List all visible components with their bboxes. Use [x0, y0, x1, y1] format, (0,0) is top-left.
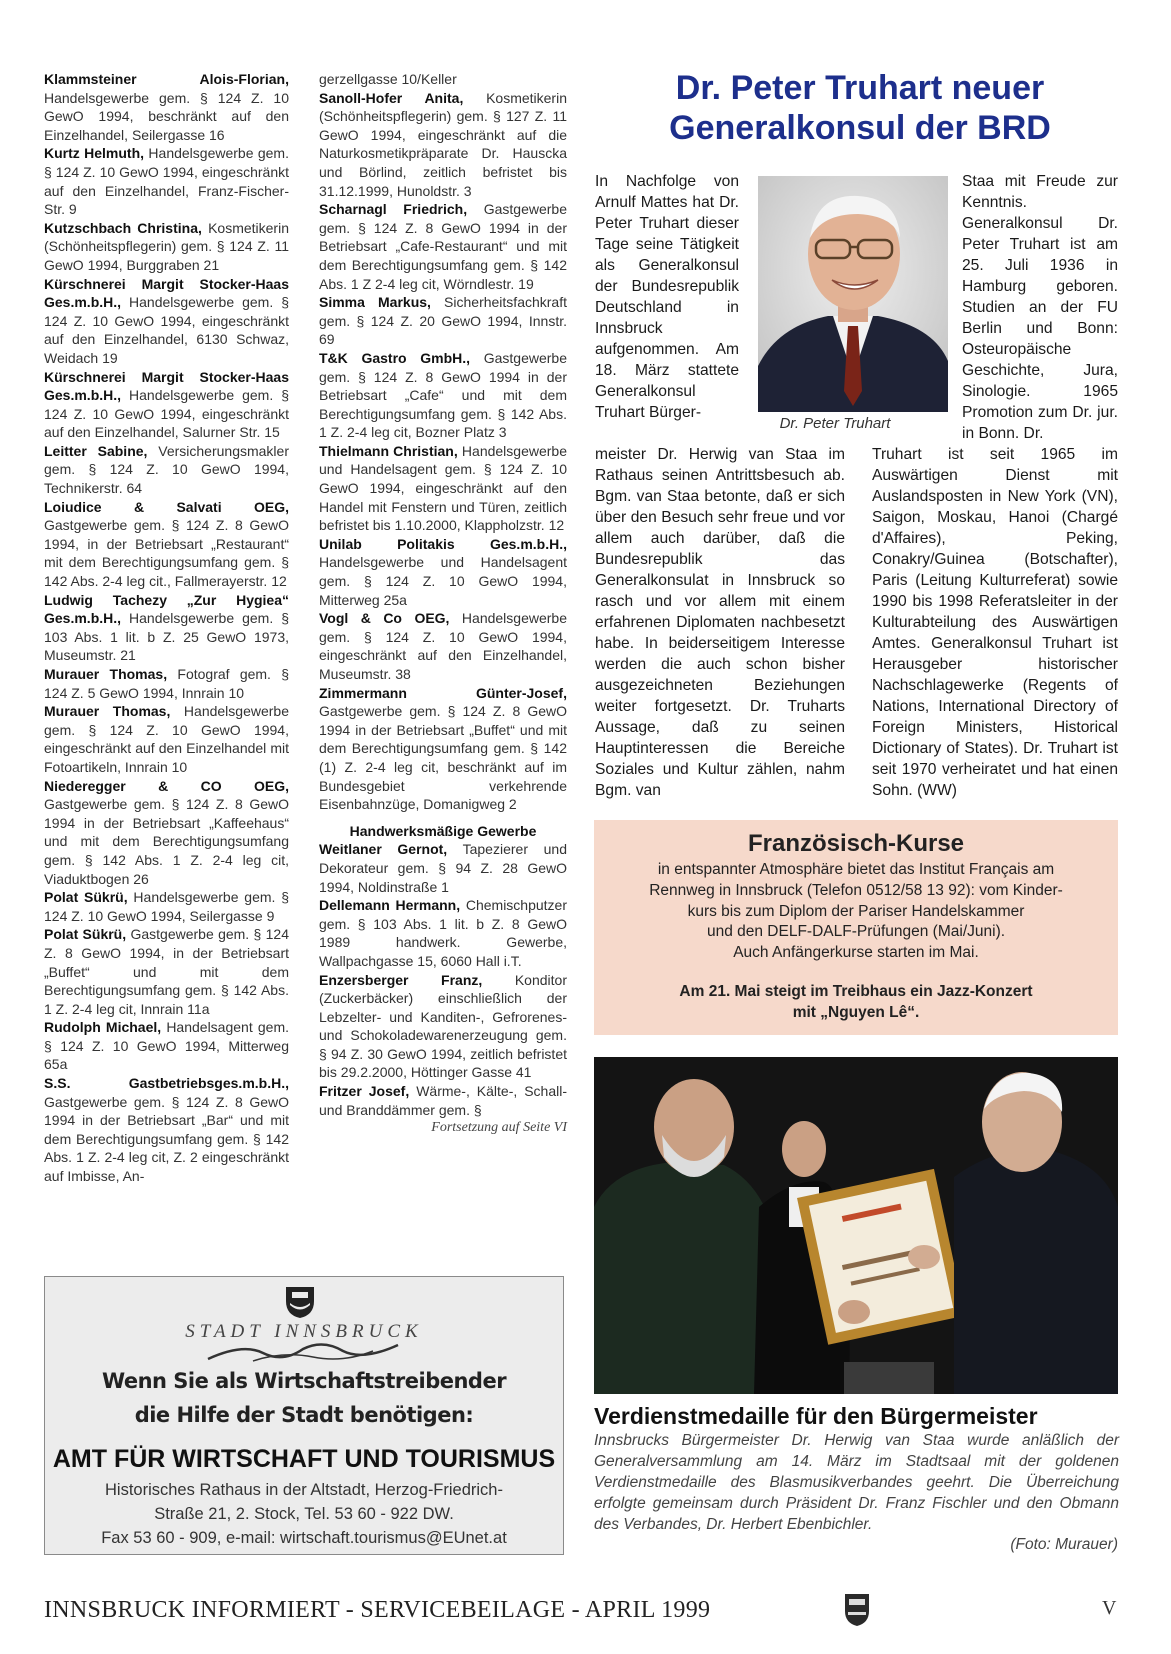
registry-entry-text: Gastgewerbe gem. § 124 Z. 8 GewO 1994 in der Betriebsart „Bar“ und mit dem Berechtigungsumfang gem. § 142 Abs. 1 Z. 2-4 leg cit, Z. 2 eingeschränkt auf Imbisse, An- [44, 1093, 289, 1185]
article-text-part-3 [595, 444, 845, 801]
registry-entry [44, 591, 289, 665]
registry-entry-text: Wärme-, Kälte-, Schall- und Branddämmer gem. § [319, 1083, 568, 1118]
registry-entry-text: Handelsgewerbe gem. § 124 Z. 10 GewO 1994, eingeschränkt auf den Einzelhandel, Salurner Str. 15 [44, 387, 289, 441]
article-paragraph: meister Dr. Herwig van Staa im Rathaus seinen Antrittsbesuch ab. Bgm. van Staa betonte, daß er sich über den Besuch sehr freue und vor allem auch darüber, daß die Bundesrepublik das Generalkonsulat in Innsbruck so rasch und vor allem mit einem erfahrenen Diplomaten nachbesetzt habe. In beiderseitigem Interesse werden die auch schon bisher ausgezeichneten Beziehungen weiter fortgesetzt. Dr. Truharts Aussage, daß zu seinen Hauptinteressen die Bereiche Soziales und Kultur zählen, nahm Bgm. van [595, 446, 845, 799]
kurse-line: Rennweg in Innsbruck (Telefon 0512/58 13 92): vom Kinder- [649, 881, 1063, 899]
registry-entry [319, 349, 567, 442]
registry-entry [44, 1018, 289, 1074]
kurse-line: und den DELF-DALF-Prüfungen (Mai/Juni). [706, 923, 1006, 941]
amt-contact-line: Fax 53 60 - 909, e-mail: wirtschaft.tourismus@EUnet.at [101, 1529, 507, 1547]
registry-entry [44, 219, 289, 275]
registry-entry-text: Handelsgewerbe gem. § 124 Z. 10 GewO 1994, Seilergasse 9 [44, 889, 290, 924]
registry-entry [44, 777, 289, 889]
registry-entry-name: Loiudice & Salvati OEG, [44, 498, 289, 515]
amt-tagline-2: die Hilfe der Stadt benötigen: [134, 1403, 474, 1427]
article-paragraph: Staa mit Freude zur Kenntnis. Generalkonsul Dr. Peter Truhart ist am 25. Juli 1936 in Hamburg geboren. Studien an der FU Berlin und Bonn: Osteuropäische Geschichte, Jura, Sinologie. 1965 Promotion zum Dr. jur. in Bonn. Dr. [962, 173, 1118, 442]
registry-entry [319, 971, 567, 1083]
jazz-event-line: mit „Nguyen Lê“. [792, 1003, 920, 1021]
registry-entry [319, 684, 567, 814]
registry-entry-name: Kutzschbach Christina, [44, 219, 202, 236]
registry-entry-name: Leitter Sabine, [44, 442, 148, 459]
registry-entry-text: Versicherungsmakler gem. § 124 Z. 10 GewO 1994, Technikerstr. 64 [44, 442, 289, 497]
subheading-handwerk: Handwerksmäßige Gewerbe [349, 822, 537, 839]
kurse-announcement-box [594, 820, 1118, 1035]
registry-entry-text: Gastgewerbe gem. § 124 Z. 8 GewO 1994, in der Betriebsart „Restaurant“ mit dem Berechtigungsumfang gem. § 142 Abs. 2-4 leg cit., Fallmerayerstr. 12 [44, 517, 289, 590]
continued-note: Fortsetzung auf Seite VI [431, 1120, 567, 1136]
registry-entry [44, 442, 289, 498]
registry-entry-name: Fritzer Josef, [319, 1083, 410, 1100]
registry-entry-name: Thielmann Christian, [319, 442, 458, 459]
registry-entry-text: Handelsgewerbe gem. § 124 Z. 10 GewO 1994, eingeschränkt auf den Einzelhandel, 6130 Schwaz, Weidach 19 [44, 294, 289, 366]
kurse-title: Französisch-Kurse [747, 830, 965, 857]
article-text-part-2 [962, 171, 1118, 444]
registry-entry-name: Kürschnerei Margit Stocker-Haas Ges.m.b.H., [44, 368, 289, 404]
registry-entry [319, 1082, 567, 1119]
amt-tagline-1: Wenn Sie als Wirtschaftstreibender [101, 1369, 507, 1393]
registry-entry [319, 896, 567, 970]
listings-column-1 [44, 70, 289, 1186]
amt-city-name: STADT INNSBRUCK [185, 1321, 423, 1342]
registry-entry-name: Zimmermann Günter-Josef, [319, 684, 567, 701]
article-paragraph: In Nachfolge von Arnulf Mattes hat Dr. Peter Truhart dieser Tage seine Tätigkeit als Generalkonsul der Bundesrepublik Deutschland in Innsbruck aufgenommen. Am 18. März stattete Generalkonsul Truhart Bürger- [595, 173, 739, 421]
registry-entry-text: Konditor (Zuckerbäcker) einschließlich der Lebzelter- und Kanditen-, Gefrorenes- und Schokoladewarenerzeugung gem. § 94 Z. 30 GewO 1994, zeitlich befristet bis 29.2.2000, Höttinger Gasse 41 [319, 971, 567, 1081]
swoosh-icon [203, 1339, 403, 1370]
registry-entry-name: Dellemann Hermann, [319, 897, 461, 914]
registry-entry-name: S.S. Gastbetriebsges.m.b.H., [44, 1075, 289, 1092]
registry-entry-text: Handelsgewerbe gem. § 124 Z. 10 GewO 1994, eingeschränkt auf den Einzelhandel mit Fotoartikeln, Innrain 10 [44, 703, 289, 775]
listings-column-2 [319, 70, 567, 1138]
article-text-part-4 [872, 444, 1118, 801]
registry-entry-text: Gastgewerbe gem. § 124 Z. 8 GewO 1994, in der Betriebsart „Buffet“ und mit dem Berechtigungsumfang gem. § 142 Abs. 1 Z. 2-4 leg cit, Innrain 11a [44, 926, 289, 1017]
article-text-part-1 [595, 171, 739, 423]
footer-publication: INNSBRUCK INFORMIERT - SERVICEBEILAGE - APRIL 1999 [44, 1597, 711, 1623]
registry-entry [44, 702, 289, 776]
photo-title: Verdienstmedaille für den Bürgermeister [594, 1403, 1038, 1429]
registry-entry-text: Gastgewerbe gem. § 124 Z. 8 GewO 1994 in der Betriebsart „Buffet“ und mit dem Berechtigungsumfang gem. § 142 (1) Z. 2-4 leg cit, beschränkt auf im Bundesgebiet verkehrende Eisenbahnzüge, Domanigweg 2 [319, 703, 567, 813]
listings-group-gewerbe [319, 89, 567, 814]
registry-entry-name: Niederegger & CO OEG, [44, 777, 289, 794]
registry-entry-name: Weitlaner Gernot, [319, 841, 448, 858]
registry-entry-name: Murauer Thomas, [44, 703, 171, 720]
city-crest-icon [844, 1593, 870, 1627]
medal-ceremony-photo [594, 1057, 1118, 1394]
kurse-line: kurs bis zum Diplom der Pariser Handelskammer [687, 902, 1025, 920]
registry-entry-name: Sanoll-Hofer Anita, [319, 89, 464, 106]
registry-entry-text: Sicherheitsfachkraft gem. § 124 Z. 20 GewO 1994, Innstr. 69 [319, 294, 567, 348]
registry-entry-name: Enzersberger Franz, [319, 971, 483, 988]
page-number: V [1102, 1597, 1117, 1619]
amt-address-line: Historisches Rathaus in der Altstadt, Herzog-Friedrich- [105, 1481, 503, 1499]
registry-entry-text: Fotograf gem. § 124 Z. 5 GewO 1994, Innrain 10 [44, 666, 290, 701]
registry-entry-text: Handelsgewerbe und Handelsagent gem. § 124 Z. 10 GewO 1994, eingeschränkt auf den Handel mit Fenstern und Türen, zeitlich befristet bis 1.10.2000, Klappholzstr. 12 [319, 442, 567, 534]
registry-entry [319, 535, 567, 609]
registry-entry-text: Handelsgewerbe gem. § 124 Z. 10 GewO 1994, beschränkt auf den Einzelhandel, Seilergasse 16 [44, 89, 289, 143]
registry-entry-name: Scharnagl Friedrich, [319, 201, 468, 218]
registry-entry [44, 498, 289, 591]
registry-entry [44, 275, 289, 368]
registry-entry [319, 293, 567, 349]
registry-entry-text: Kosmetikerin (Schönheitspflegerin) gem. § 127 Z. 11 GewO 1994, eingeschränkt auf die Naturkosmetikpräparate Dr. Hauscka und Börlind, zeitlich befristet bis 31.12.1999, Hunoldstr. 3 [319, 89, 567, 199]
listing-continuation: gerzellgasse 10/Keller [319, 71, 457, 87]
registry-entry [319, 442, 567, 535]
registry-entry [44, 144, 289, 218]
registry-entry [44, 925, 289, 1018]
registry-entry-text: Kosmetikerin (Schönheitspflegerin) gem. § 124 Z. 11 GewO 1994, Burggraben 21 [44, 219, 289, 273]
registry-entry-text: Handelsgewerbe und Handelsagent gem. § 124 Z. 10 GewO 1994, Mitterweg 25a [319, 554, 567, 608]
registry-entry-text: Handelsagent gem. § 124 Z. 10 GewO 1994, Mitterweg 65a [44, 1019, 289, 1073]
registry-entry [319, 89, 567, 201]
city-emblem-icon [285, 1285, 315, 1319]
registry-entry-text: Chemischputzer gem. § 103 Abs. 1 lit. b Z. 8 GewO 1989 handwerk. Gewerbe, Wallpachgasse 15, 6060 Hall i.T. [319, 897, 567, 969]
amt-address-line: Straße 21, 2. Stock, Tel. 53 60 - 922 DW. [154, 1505, 454, 1523]
registry-entry-name: Simma Markus, [319, 294, 431, 311]
registry-entry-text: Handelsgewerbe gem. § 103 Abs. 1 lit. b Z. 25 GewO 1973, Museumstr. 21 [44, 610, 289, 664]
registry-entry [44, 665, 289, 702]
registry-entry-name: T&K Gastro GmbH., [319, 349, 471, 366]
registry-entry-name: Rudolph Michael, [44, 1019, 162, 1036]
registry-entry-text: Gastgewerbe gem. § 124 Z. 8 GewO 1994 in der Betriebsart „Cafe-Restaurant“ und mit dem Berechtigungsumfang gem. § 142 Abs. 1 Z 2-4 leg cit, Wörndlestr. 19 [319, 201, 568, 292]
registry-entry [319, 609, 567, 683]
registry-entry-name: Unilab Politakis Ges.m.b.H., [319, 535, 567, 552]
registry-entry [44, 1074, 289, 1186]
registry-entry [44, 368, 289, 442]
registry-entry-name: Klammsteiner Alois-Florian, [44, 71, 289, 87]
portrait-caption: Dr. Peter Truhart [779, 415, 891, 432]
amt-title: AMT FÜR WIRTSCHAFT UND TOURISMUS [52, 1445, 556, 1473]
registry-entry [44, 888, 289, 925]
registry-entry [319, 200, 567, 293]
registry-entry-name: Kürschnerei Margit Stocker-Haas Ges.m.b.H., [44, 275, 289, 311]
kurse-line: in entspannter Atmosphäre bietet das Institut Français am [657, 861, 1055, 878]
article-paragraph: Truhart ist seit 1965 im Auswärtigen Dienst mit Auslandsposten in New York (VN), Saigon, Moskau, Hanoi (Chargé d'Affaires), Peking, Conakry/Guinea (Botschafter), Paris (Leitung Kulturreferat) sowie 1990 bis 1998 Referatsleiter in der Kulturabteilung des Auswärtigen Amtes. Generalkonsul Truhart ist Herausgeber historischer Nachschlagewerke (Regents of Nations, International Directory of Foreign Ministers, Historical Dictionary of States). Dr. Truhart ist seit 1970 verheiratet und hat einen Sohn. (WW) [872, 446, 1118, 799]
registry-entry-name: Vogl & Co OEG, [319, 610, 450, 627]
registry-entry-name: Murauer Thomas, [44, 666, 168, 682]
registry-entry [319, 840, 567, 896]
jazz-event-line: Am 21. Mai steigt im Treibhaus ein Jazz-Konzert [679, 982, 1033, 1000]
article-headline: Dr. Peter Truhart neuer Generalkonsul der BRD [669, 69, 1051, 147]
portrait-photo [758, 176, 948, 412]
amt-wirtschaft-ad-box [44, 1276, 564, 1555]
registry-entry-text: Handelsgewerbe gem. § 124 Z. 10 GewO 1994, eingeschränkt auf den Einzelhandel, Museumstr. 38 [319, 610, 567, 682]
registry-entry-text: Handelsgewerbe gem. § 124 Z. 10 GewO 1994, eingeschränkt auf den Einzelhandel, Franz-Fischer-Str. 9 [44, 145, 289, 218]
registry-entry-name: Kurtz Helmuth, [44, 145, 145, 162]
registry-entry-text: Tapezierer und Dekorateur gem. § 94 Z. 28 GewO 1994, Noldinstraße 1 [319, 841, 567, 895]
registry-entry-name: Polat Sükrü, [44, 926, 127, 943]
photo-credit: (Foto: Murauer) [1010, 1536, 1118, 1553]
registry-entry-text: Gastgewerbe gem. § 124 Z. 8 GewO 1994 in der Betriebsart „Kaffeehaus“ und mit dem Berechtigungsumfang gem. § 142 Abs. 1 Z. 2-4 leg cit, Viaduktbogen 26 [44, 796, 289, 887]
kurse-line: Auch Anfängerkurse starten im Mai. [733, 944, 979, 962]
listings-group-handwerk [319, 840, 567, 1119]
registry-entry-text: Gastgewerbe gem. § 124 Z. 8 GewO 1994 in der Betriebsart „Cafe“ und mit dem Berechtigungsumfang gem. § 142 Abs. 1 Z. 2-4 leg cit, Bozner Platz 3 [319, 349, 567, 441]
registry-entry-name: Ludwig Tachezy „Zur Hygiea“ Ges.m.b.H., [44, 591, 289, 627]
registry-entry-name: Polat Sükrü, [44, 889, 128, 906]
photo-caption: Innsbrucks Bürgermeister Dr. Herwig van Staa wurde anläßlich der Generalversammlung am 14. März im Stadtsaal mit der goldenen Verdienstmedaille des Blasmusikverbandes geehrt. Die Überreichung erfolgte gemeinsam durch Präsident Dr. Franz Fischler und den Obmann des Verbandes, Dr. Herbert Ebenbichler. [594, 1432, 1119, 1533]
registry-entry [44, 70, 289, 144]
